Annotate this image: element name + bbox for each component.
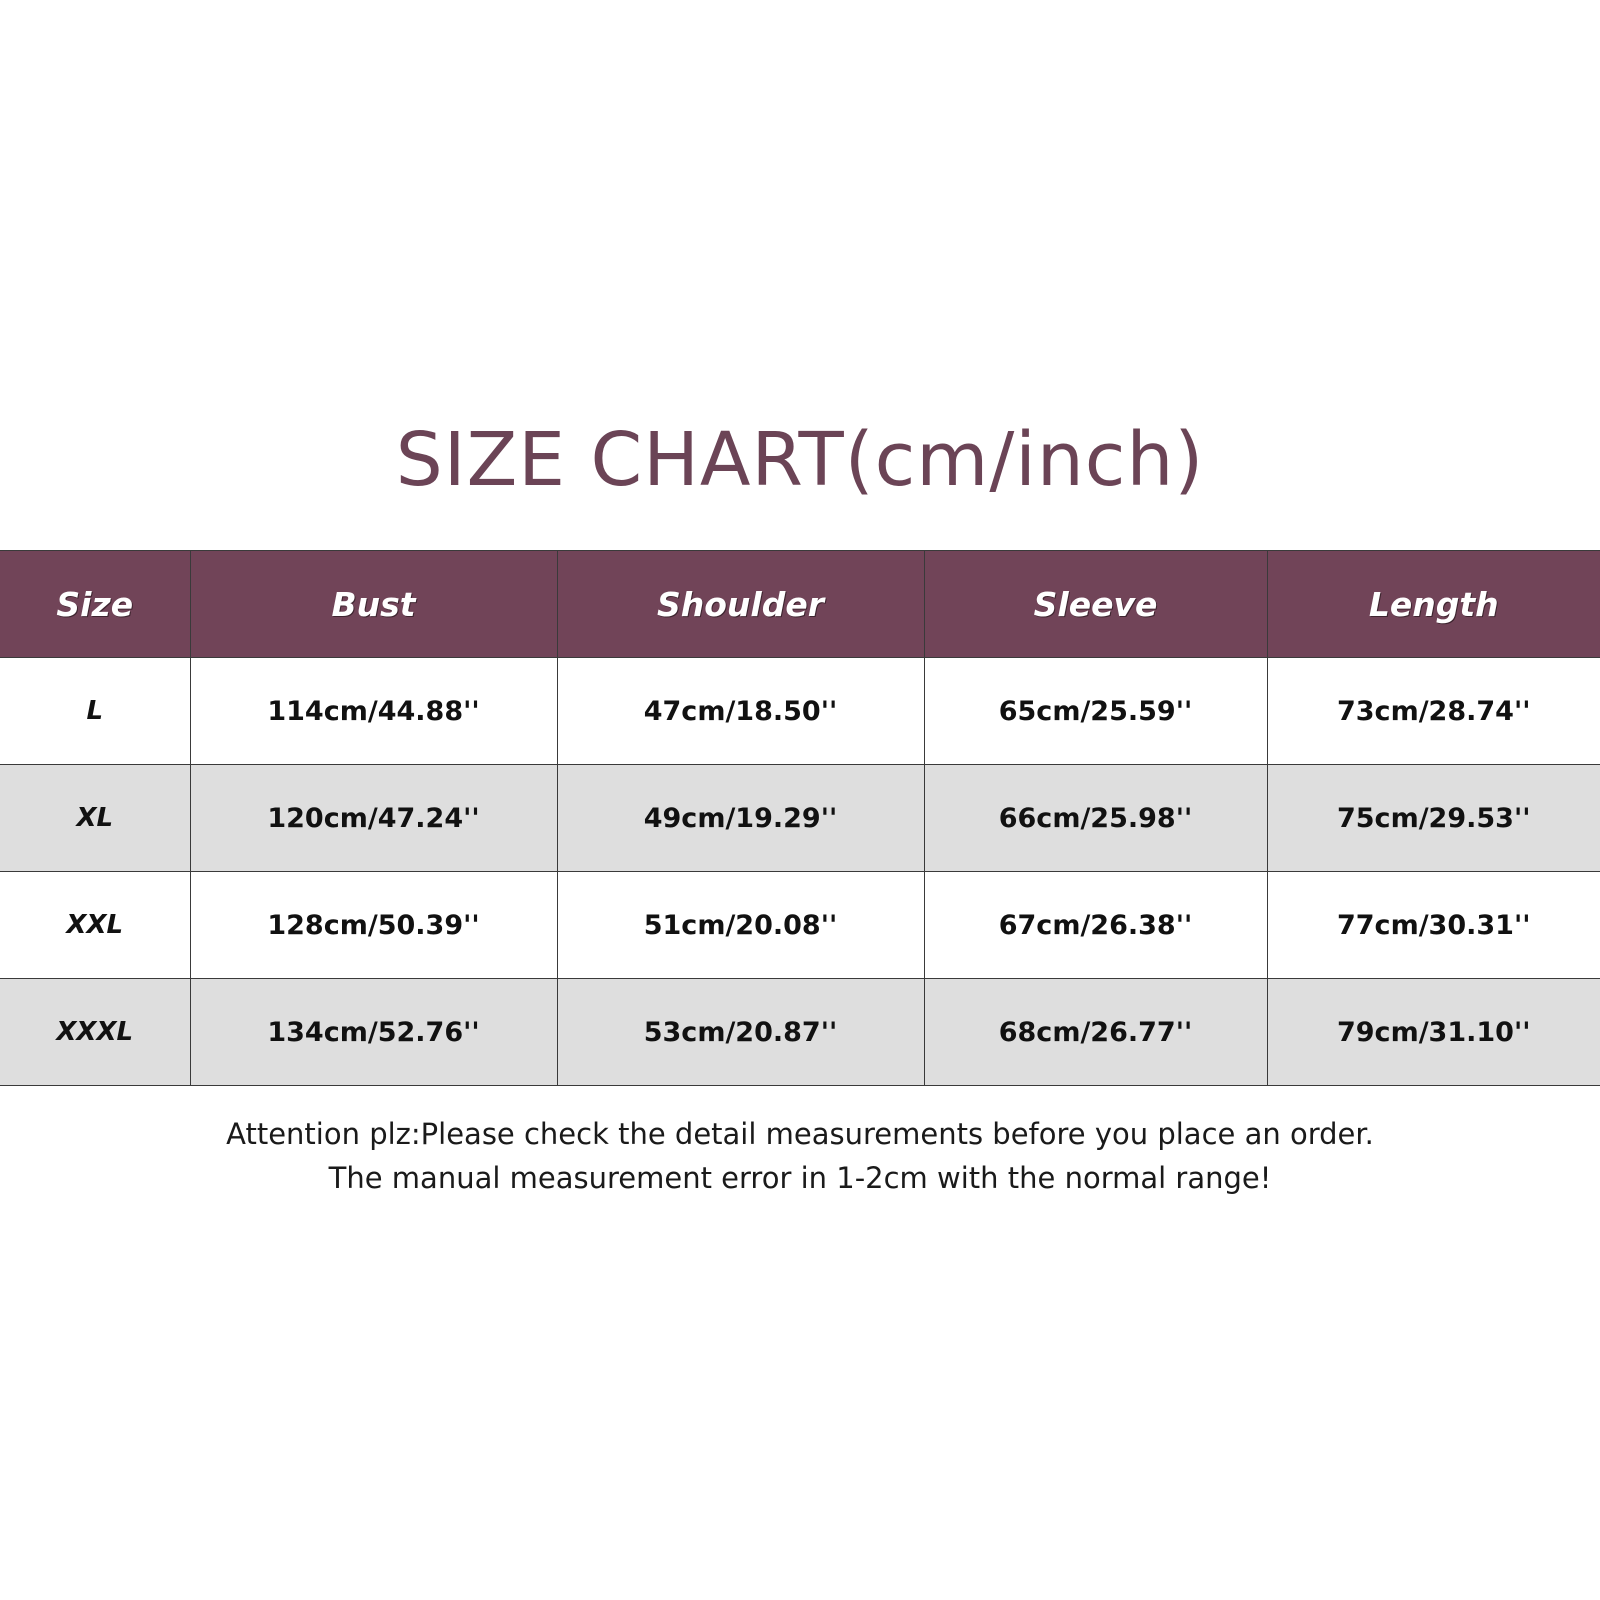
measurement-note [0,1112,1600,1200]
size-cell: XXXL [0,979,190,1086]
length-cell: 77cm/30.31'' [1267,872,1600,979]
table-row [0,765,1600,872]
page-title: SIZE CHART(cm/inch) [395,417,1205,503]
sleeve-cell: 67cm/26.38'' [924,872,1267,979]
bust-cell: 134cm/52.76'' [190,979,557,1086]
table-header-row [0,551,1600,658]
table-row [0,658,1600,765]
header-length: Length [1267,551,1600,658]
table-row [0,872,1600,979]
length-cell: 79cm/31.10'' [1267,979,1600,1086]
sleeve-cell: 66cm/25.98'' [924,765,1267,872]
size-chart-table [0,550,1600,1086]
bust-cell: 120cm/47.24'' [190,765,557,872]
note-line-1: Attention plz:Please check the detail measurements before you place an order. [226,1117,1374,1151]
shoulder-cell: 51cm/20.08'' [557,872,924,979]
note-line-2: The manual measurement error in 1-2cm with the normal range! [328,1161,1272,1195]
header-bust: Bust [190,551,557,658]
size-cell: XL [0,765,190,872]
bust-cell: 114cm/44.88'' [190,658,557,765]
table-row [0,979,1600,1086]
size-cell: L [0,658,190,765]
sleeve-cell: 68cm/26.77'' [924,979,1267,1086]
shoulder-cell: 49cm/19.29'' [557,765,924,872]
header-shoulder: Shoulder [557,551,924,658]
shoulder-cell: 53cm/20.87'' [557,979,924,1086]
sleeve-cell: 65cm/25.59'' [924,658,1267,765]
bust-cell: 128cm/50.39'' [190,872,557,979]
header-sleeve: Sleeve [924,551,1267,658]
length-cell: 75cm/29.53'' [1267,765,1600,872]
size-cell: XXL [0,872,190,979]
length-cell: 73cm/28.74'' [1267,658,1600,765]
shoulder-cell: 47cm/18.50'' [557,658,924,765]
header-size: Size [0,551,190,658]
